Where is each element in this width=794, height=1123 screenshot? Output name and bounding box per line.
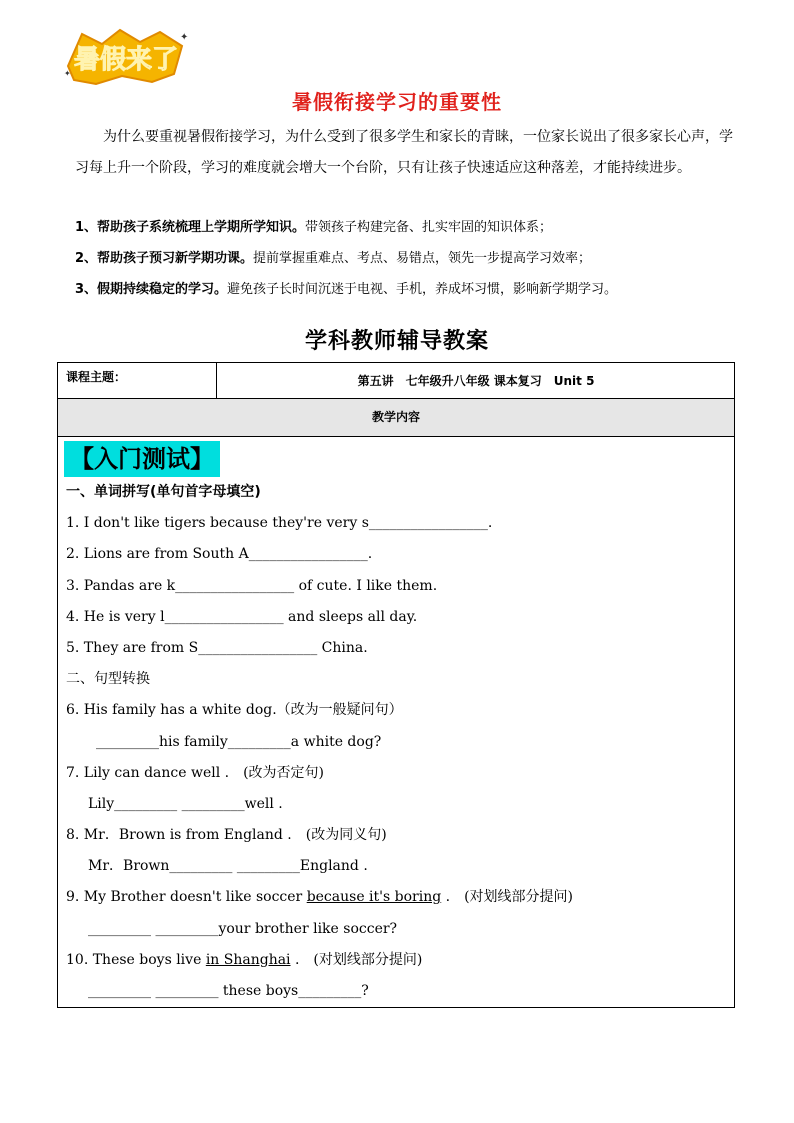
underlined-part: in Shanghai: [205, 951, 291, 968]
exercise-body: [66, 477, 726, 1007]
answer-line: Lily_________ _________well .: [88, 795, 283, 812]
topic-value: 第五讲 七年级升八年级 课本复习 Unit 5: [357, 374, 595, 388]
question-text: . (对划线部分提问): [441, 889, 574, 906]
question: 4. He is very l_________________ and sleeps all day.: [66, 608, 418, 625]
page-title: 学科教师辅导教案: [304, 329, 489, 354]
benefit-bold: 1、帮助孩子系统梳理上学期所学知识。: [75, 220, 306, 235]
benefit-item: [75, 212, 735, 243]
content-header: 教学内容: [58, 399, 734, 437]
underlined-part: because it's boring: [306, 889, 442, 906]
intro-paragraph: 为什么要重视暑假衔接学习，为什么受到了很多学生和家长的青睐，一位家长说出了很多家长心声，学习每上升一个阶段，学习的难度就会增大一个台阶，只有让孩子快速适应这种落差，才能持续进步。: [75, 129, 733, 176]
question: 8. Mr．Brown is from England . (改为同义句): [66, 827, 387, 844]
benefit-bold: 2、帮助孩子预习新学期功课。: [75, 251, 254, 266]
question: 7. Lily can dance well . (改为否定句): [66, 764, 325, 781]
benefit-list: [75, 212, 735, 305]
topic-label: 课程主题：: [58, 363, 217, 398]
question-text: 10. These boys live: [66, 951, 206, 968]
question: [66, 882, 726, 913]
lesson-table: [57, 362, 735, 1008]
section-heading: 二、句型转换: [66, 671, 150, 688]
question: 6. His family has a white dog.（改为一般疑问句）: [66, 702, 403, 719]
answer-line: _________ _________your brother like soccer?: [88, 920, 398, 937]
question-text: . (对划线部分提问): [290, 951, 423, 968]
sparkle-icon: ✦: [180, 32, 189, 43]
intro-text: [75, 122, 735, 184]
answer-line: _________his family_________a white dog?: [96, 733, 382, 750]
question: 5. They are from S_________________ China.: [66, 639, 368, 656]
section-heading: 一、单词拼写(单句首字母填空): [66, 484, 261, 500]
benefit-bold: 3、假期持续稳定的学习。: [75, 282, 228, 297]
benefit-text: 避免孩子长时间沉迷于电视、手机，养成坏习惯，影响新学期学习。: [227, 282, 618, 297]
question-text: 9. My Brother doesn't like soccer: [66, 889, 307, 906]
logo-text: 暑假来了: [73, 45, 179, 75]
topic-row: [58, 363, 734, 399]
benefit-item: [75, 274, 735, 305]
benefit-item: [75, 243, 735, 274]
sparkle-icon: ✦: [64, 69, 71, 78]
benefit-text: 提前掌握重难点、考点、易错点，领先一步提高学习效率；: [253, 251, 592, 266]
answer-line: Mr．Brown_________ _________England .: [88, 858, 368, 875]
logo-graphic: [62, 26, 190, 88]
red-title: 暑假衔接学习的重要性: [292, 90, 502, 114]
question: [66, 945, 726, 976]
question: 1. I don't like tigers because they're very s_________________.: [66, 515, 493, 532]
answer-line: _________ _________ these boys_________?: [88, 983, 369, 999]
logo: [62, 26, 190, 88]
question: 2. Lions are from South A_________________.: [66, 546, 373, 563]
question: 3. Pandas are k_________________ of cute. I like them.: [66, 577, 438, 594]
entry-test-badge: 【入门测试】: [64, 441, 220, 477]
benefit-text: 带领孩子构建完备、扎实牢固的知识体系；: [305, 220, 553, 235]
